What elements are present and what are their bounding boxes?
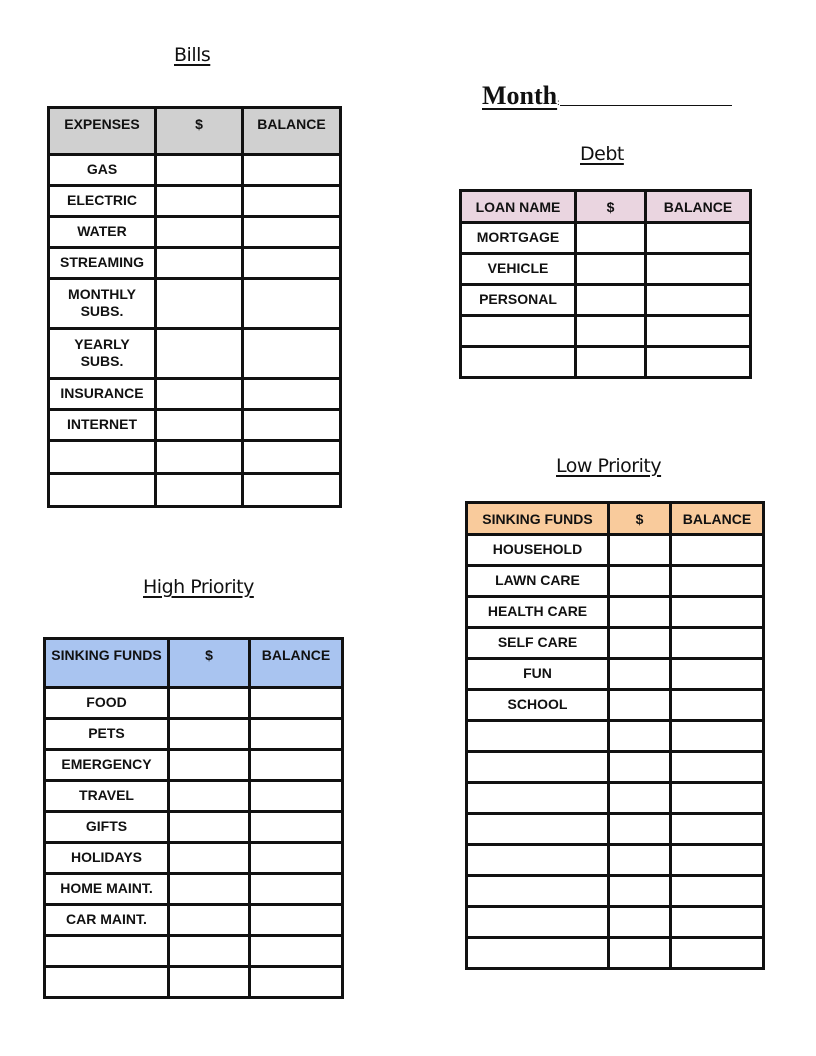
low-priority-header-row: [467, 503, 764, 535]
amount-cell[interactable]: [609, 876, 671, 907]
balance-cell[interactable]: [243, 441, 341, 474]
month-label: Month: [482, 81, 558, 110]
month-write-line[interactable]: [560, 104, 732, 106]
blank-label-cell[interactable]: [461, 347, 576, 378]
amount-cell[interactable]: [576, 254, 646, 285]
loan-name-header: LOAN NAME: [461, 191, 576, 223]
blank-label-cell[interactable]: [49, 474, 156, 507]
table-row: [45, 874, 343, 905]
table-row: [49, 248, 341, 279]
table-row: [45, 843, 343, 874]
table-row: [49, 155, 341, 186]
balance-cell[interactable]: [671, 721, 764, 752]
amount-cell[interactable]: [156, 279, 243, 329]
high-priority-table: [43, 637, 344, 999]
low-priority-table: [465, 501, 765, 970]
amount-cell[interactable]: [609, 721, 671, 752]
amount-cell[interactable]: [156, 186, 243, 217]
table-row: [49, 186, 341, 217]
row-label: SCHOOL: [467, 690, 609, 721]
amount-cell[interactable]: [169, 843, 250, 874]
row-label: MONTHLY SUBS.: [49, 279, 156, 329]
row-label: INTERNET: [49, 410, 156, 441]
balance-cell[interactable]: [671, 597, 764, 628]
blank-label-cell[interactable]: [45, 967, 169, 998]
row-label: PERSONAL: [461, 285, 576, 316]
amount-cell[interactable]: [156, 474, 243, 507]
blank-label-cell[interactable]: [45, 936, 169, 967]
row-label: HOLIDAYS: [45, 843, 169, 874]
low-priority-title: Low Priority: [556, 455, 662, 477]
amount-header: $: [609, 503, 671, 535]
table-row: [467, 597, 764, 628]
table-row: [467, 783, 764, 814]
row-label: GAS: [49, 155, 156, 186]
blank-label-cell[interactable]: [467, 938, 609, 969]
balance-cell[interactable]: [671, 752, 764, 783]
debt-header-row: [461, 191, 751, 223]
table-row: [467, 907, 764, 938]
balance-cell[interactable]: [250, 905, 343, 936]
row-label: STREAMING: [49, 248, 156, 279]
table-row: [467, 690, 764, 721]
table-row: [49, 410, 341, 441]
balance-cell[interactable]: [243, 410, 341, 441]
amount-cell[interactable]: [169, 719, 250, 750]
balance-cell[interactable]: [243, 248, 341, 279]
bills-title: Bills: [174, 44, 211, 66]
balance-cell[interactable]: [671, 628, 764, 659]
row-label: FUN: [467, 659, 609, 690]
high-priority-title: High Priority: [143, 576, 254, 598]
table-row: [45, 750, 343, 781]
table-row: [467, 845, 764, 876]
balance-header: BALANCE: [243, 108, 341, 155]
table-row: [45, 781, 343, 812]
amount-cell[interactable]: [609, 783, 671, 814]
table-row: [49, 329, 341, 379]
row-label: HOUSEHOLD: [467, 535, 609, 566]
balance-cell[interactable]: [671, 876, 764, 907]
table-row: [49, 441, 341, 474]
table-row: [467, 814, 764, 845]
table-row: [45, 812, 343, 843]
amount-cell[interactable]: [609, 566, 671, 597]
table-row: [461, 347, 751, 378]
balance-cell[interactable]: [250, 874, 343, 905]
expenses-header: EXPENSES: [49, 108, 156, 155]
blank-label-cell[interactable]: [49, 441, 156, 474]
balance-header: BALANCE: [671, 503, 764, 535]
balance-cell[interactable]: [671, 783, 764, 814]
balance-cell[interactable]: [671, 690, 764, 721]
table-row: [467, 752, 764, 783]
blank-label-cell[interactable]: [467, 845, 609, 876]
balance-cell[interactable]: [671, 814, 764, 845]
amount-cell[interactable]: [576, 285, 646, 316]
amount-header: $: [169, 639, 250, 688]
amount-cell[interactable]: [609, 659, 671, 690]
row-label: VEHICLE: [461, 254, 576, 285]
row-label: HEALTH CARE: [467, 597, 609, 628]
table-row: [461, 316, 751, 347]
amount-header: $: [156, 108, 243, 155]
amount-cell[interactable]: [169, 688, 250, 719]
table-row: [467, 659, 764, 690]
row-label: TRAVEL: [45, 781, 169, 812]
row-label: ELECTRIC: [49, 186, 156, 217]
balance-cell[interactable]: [671, 907, 764, 938]
amount-cell[interactable]: [609, 597, 671, 628]
table-row: [467, 876, 764, 907]
amount-header: $: [576, 191, 646, 223]
row-label: LAWN CARE: [467, 566, 609, 597]
table-row: [49, 279, 341, 329]
amount-cell[interactable]: [576, 347, 646, 378]
blank-label-cell[interactable]: [467, 783, 609, 814]
amount-cell[interactable]: [156, 410, 243, 441]
bills-table: [47, 106, 342, 508]
sinking-funds-header: SINKING FUNDS: [45, 639, 169, 688]
row-label: GIFTS: [45, 812, 169, 843]
amount-cell[interactable]: [169, 781, 250, 812]
table-row: [467, 628, 764, 659]
amount-cell[interactable]: [156, 379, 243, 410]
table-row: [45, 905, 343, 936]
balance-cell[interactable]: [646, 316, 751, 347]
blank-label-cell[interactable]: [467, 721, 609, 752]
table-row: [45, 719, 343, 750]
row-label: CAR MAINT.: [45, 905, 169, 936]
balance-cell[interactable]: [250, 781, 343, 812]
amount-cell[interactable]: [609, 690, 671, 721]
debt-table: [459, 189, 752, 379]
month-colon: :: [557, 97, 560, 107]
amount-cell[interactable]: [156, 441, 243, 474]
row-label: EMERGENCY: [45, 750, 169, 781]
balance-cell[interactable]: [250, 719, 343, 750]
amount-cell[interactable]: [609, 938, 671, 969]
bills-header-row: [49, 108, 341, 155]
row-label: YEARLY SUBS.: [49, 329, 156, 379]
balance-cell[interactable]: [646, 254, 751, 285]
blank-label-cell[interactable]: [467, 876, 609, 907]
balance-cell[interactable]: [671, 566, 764, 597]
row-label: WATER: [49, 217, 156, 248]
amount-cell[interactable]: [156, 248, 243, 279]
amount-cell[interactable]: [169, 967, 250, 998]
month-field: [482, 78, 732, 110]
balance-cell[interactable]: [243, 279, 341, 329]
table-row: [49, 217, 341, 248]
blank-label-cell[interactable]: [467, 814, 609, 845]
balance-cell[interactable]: [250, 843, 343, 874]
table-row: [45, 936, 343, 967]
table-row: [45, 688, 343, 719]
amount-cell[interactable]: [156, 155, 243, 186]
table-row: [45, 967, 343, 998]
amount-cell[interactable]: [609, 814, 671, 845]
balance-cell[interactable]: [243, 329, 341, 379]
row-label: FOOD: [45, 688, 169, 719]
amount-cell[interactable]: [169, 874, 250, 905]
blank-label-cell[interactable]: [467, 907, 609, 938]
row-label: MORTGAGE: [461, 223, 576, 254]
balance-cell[interactable]: [243, 379, 341, 410]
balance-cell[interactable]: [243, 186, 341, 217]
balance-cell[interactable]: [646, 347, 751, 378]
balance-header: BALANCE: [646, 191, 751, 223]
table-row: [467, 721, 764, 752]
amount-cell[interactable]: [576, 223, 646, 254]
balance-cell[interactable]: [671, 535, 764, 566]
balance-cell[interactable]: [671, 938, 764, 969]
high-priority-header-row: [45, 639, 343, 688]
sinking-funds-header: SINKING FUNDS: [467, 503, 609, 535]
balance-cell[interactable]: [250, 688, 343, 719]
table-row: [49, 379, 341, 410]
amount-cell[interactable]: [156, 217, 243, 248]
amount-cell[interactable]: [609, 752, 671, 783]
amount-cell[interactable]: [609, 535, 671, 566]
amount-cell[interactable]: [609, 907, 671, 938]
balance-cell[interactable]: [243, 155, 341, 186]
amount-cell[interactable]: [609, 845, 671, 876]
amount-cell[interactable]: [576, 316, 646, 347]
table-row: [49, 474, 341, 507]
blank-label-cell[interactable]: [461, 316, 576, 347]
table-row: [461, 223, 751, 254]
balance-cell[interactable]: [250, 812, 343, 843]
amount-cell[interactable]: [169, 905, 250, 936]
amount-cell[interactable]: [609, 628, 671, 659]
amount-cell[interactable]: [169, 812, 250, 843]
row-label: SELF CARE: [467, 628, 609, 659]
table-row: [461, 285, 751, 316]
balance-cell[interactable]: [250, 936, 343, 967]
balance-cell[interactable]: [646, 285, 751, 316]
table-row: [467, 938, 764, 969]
balance-cell[interactable]: [646, 223, 751, 254]
blank-label-cell[interactable]: [467, 752, 609, 783]
balance-cell[interactable]: [243, 217, 341, 248]
row-label: HOME MAINT.: [45, 874, 169, 905]
balance-cell[interactable]: [243, 474, 341, 507]
amount-cell[interactable]: [169, 936, 250, 967]
amount-cell[interactable]: [156, 329, 243, 379]
balance-cell[interactable]: [250, 967, 343, 998]
debt-title: Debt: [580, 143, 624, 165]
row-label: INSURANCE: [49, 379, 156, 410]
balance-cell[interactable]: [671, 845, 764, 876]
amount-cell[interactable]: [169, 750, 250, 781]
row-label: PETS: [45, 719, 169, 750]
balance-header: BALANCE: [250, 639, 343, 688]
balance-cell[interactable]: [250, 750, 343, 781]
table-row: [461, 254, 751, 285]
table-row: [467, 566, 764, 597]
balance-cell[interactable]: [671, 659, 764, 690]
table-row: [467, 535, 764, 566]
